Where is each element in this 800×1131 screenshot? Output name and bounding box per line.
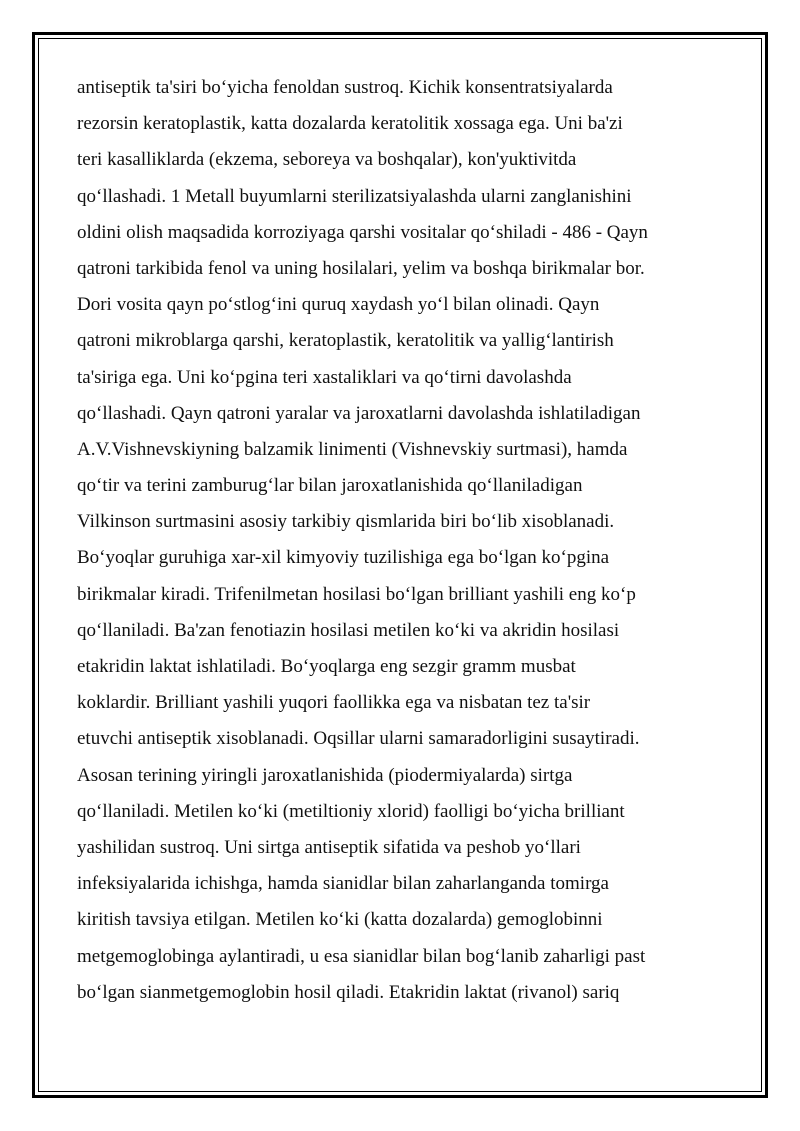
text-line: qo‘llashadi. Qayn qatroni yaralar va jaroxatlarni davolashda ishlatiladigan — [77, 402, 641, 424]
text-line: qo‘llaniladi. Ba'zan fenotiazin hosilasi metilen ko‘ki va akridin hosilasi — [77, 619, 620, 641]
text-line: Bo‘yoqlar guruhiga xar-xil kimyoviy tuzilishiga ega bo‘lgan ko‘pgina — [77, 547, 610, 569]
text-line: metgemoglobinga aylantiradi, u esa sianidlar bilan bog‘lanib zaharligi past — [77, 945, 646, 967]
text-line: etuvchi antiseptik xisoblanadi. Oqsillar ularni samaradorligini susaytiradi. — [77, 728, 640, 750]
text-line: qo‘llashadi. 1 Metall buyumlarni sterilizatsiyalashda ularni zanglanishini — [77, 185, 632, 207]
text-line: rezorsin keratoplastik, katta dozalarda keratolitik xossaga ega. Uni ba'zi — [77, 113, 623, 135]
text-line: qatroni tarkibida fenol va uning hosilalari, yelim va boshqa birikmalar bor. — [77, 257, 645, 279]
text-line: koklardir. Brilliant yashili yuqori faollikka ega va nisbatan tez ta'sir — [77, 692, 591, 714]
text-line: ta'siriga ega. Uni ko‘pgina teri xastaliklari va qo‘tirni davolashda — [77, 366, 572, 388]
text-line: kiritish tavsiya etilgan. Metilen ko‘ki (katta dozalarda) gemoglobinni — [77, 909, 603, 931]
text-line: qatroni mikroblarga qarshi, keratoplastik, keratolitik va yallig‘lantirish — [77, 330, 614, 352]
text-line: birikmalar kiradi. Trifenilmetan hosilasi bo‘lgan brilliant yashili eng ko‘p — [77, 583, 636, 605]
text-line: oldini olish maqsadida korroziyaga qarshi vositalar qo‘shiladi - 486 - Qayn — [77, 221, 648, 243]
text-line: Vilkinson surtmasini asosiy tarkibiy qismlarida biri bo‘lib xisoblanadi. — [77, 511, 615, 533]
document-body — [77, 70, 727, 1011]
text-line: qo‘llaniladi. Metilen ko‘ki (metiltioniy xlorid) faolligi bo‘yicha brilliant — [77, 800, 625, 822]
text-line: bo‘lgan sianmetgemoglobin hosil qiladi. Etakridin laktat (rivanol) sariq — [77, 981, 620, 1003]
text-line: Dori vosita qayn po‘stlog‘ini quruq xaydash yo‘l bilan olinadi. Qayn — [77, 294, 600, 316]
text-line: Asosan terining yiringli jaroxatlanishida (piodermiyalarda) sirtga — [77, 764, 573, 786]
text-line: teri kasalliklarda (ekzema, seboreya va boshqalar), kon'yuktivitda — [77, 149, 577, 171]
text-line: infeksiyalarida ichishga, hamda sianidlar bilan zaharlanganda tomirga — [77, 873, 609, 895]
text-line: A.V.Vishnevskiyning balzamik linimenti (Vishnevskiy surtmasi), hamda — [77, 438, 628, 460]
text-line: yashilidan sustroq. Uni sirtga antiseptik sifatida va peshob yo‘llari — [77, 836, 581, 858]
text-line: etakridin laktat ishlatiladi. Bo‘yoqlarga eng sezgir gramm musbat — [77, 656, 576, 677]
text-line: qo‘tir va terini zamburug‘lar bilan jaroxatlanishida qo‘llaniladigan — [77, 475, 583, 497]
text-line: antiseptik ta'siri bo‘yicha fenoldan sustroq. Kichik konsentratsiyalarda — [77, 77, 613, 98]
